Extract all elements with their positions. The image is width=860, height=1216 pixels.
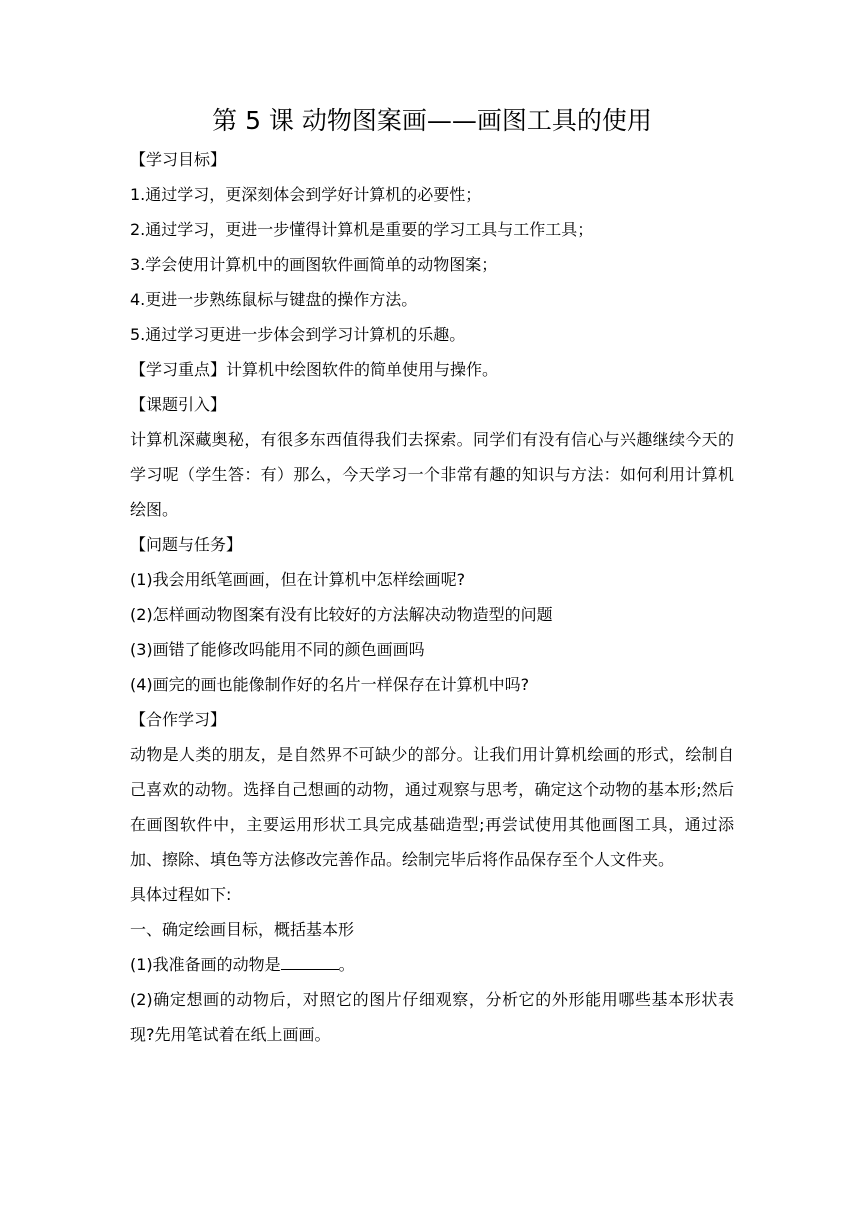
cooperation-heading: 【合作学习】 [130,710,227,729]
task-item-3: (3)画错了能修改吗能用不同的颜色画画吗 [130,640,425,659]
task-item-4: (4)画完的画也能像制作好的名片一样保存在计算机中吗? [130,675,530,694]
step1-heading: 一、确定绘画目标，概括基本形 [130,920,355,939]
process-label: 具体过程如下: [130,885,232,904]
objective-item-1: 1.通过学习，更深刻体会到学好计算机的必要性； [130,185,482,204]
question-1-prefix: (1)我准备画的动物是 [130,955,281,974]
step1-question-1 [130,947,734,982]
step1-question-2: (2)确定想画的动物后，对照它的图片仔细观察，分析它的外形能用哪些基本形状表现?先用笔试着在纸上画画。 [130,990,734,1044]
objective-item-2: 2.通过学习，更进一步懂得计算机是重要的学习工具与工作工具； [130,220,594,239]
intro-text: 计算机深藏奥秘，有很多东西值得我们去探索。同学们有没有信心与兴趣继续今天的学习呢（学生答：有）那么，今天学习一个非常有趣的知识与方法：如何利用计算机绘图。 [130,430,734,519]
document-title: 第 5 课 动物图案画——画图工具的使用 [212,106,652,135]
focus-text: 计算机中绘图软件的简单使用与操作。 [226,360,499,379]
intro-heading: 【课题引入】 [130,395,227,414]
task-item-2: (2)怎样画动物图案有没有比较好的方法解决动物造型的问题 [130,605,553,624]
focus-heading: 【学习重点】 [130,360,227,379]
objectives-heading: 【学习目标】 [130,150,227,169]
objective-item-5: 5.通过学习更进一步体会到学习计算机的乐趣。 [130,325,466,344]
cooperation-text: 动物是人类的朋友，是自然界不可缺少的部分。让我们用计算机绘画的形式，绘制自己喜欢的动物。选择自己想画的动物，通过观察与思考，确定这个动物的基本形;然后在画图软件中，主要运用形状工具完成基础造型;再尝试使用其他画图工具，通过添加、擦除、填色等方法修改完善作品。绘制完毕后将作品保存至个人文件夹。 [130,745,734,869]
question-1-suffix: 。 [338,955,355,974]
objective-item-4: 4.更进一步熟练鼠标与键盘的操作方法。 [130,290,418,309]
animal-name-blank[interactable] [281,969,339,970]
document-page [130,100,734,1052]
task-item-1: (1)我会用纸笔画画，但在计算机中怎样绘画呢? [130,570,466,589]
objective-item-3: 3.学会使用计算机中的画图软件画简单的动物图案； [130,255,498,274]
focus-paragraph [130,352,734,387]
tasks-heading: 【问题与任务】 [130,535,243,554]
